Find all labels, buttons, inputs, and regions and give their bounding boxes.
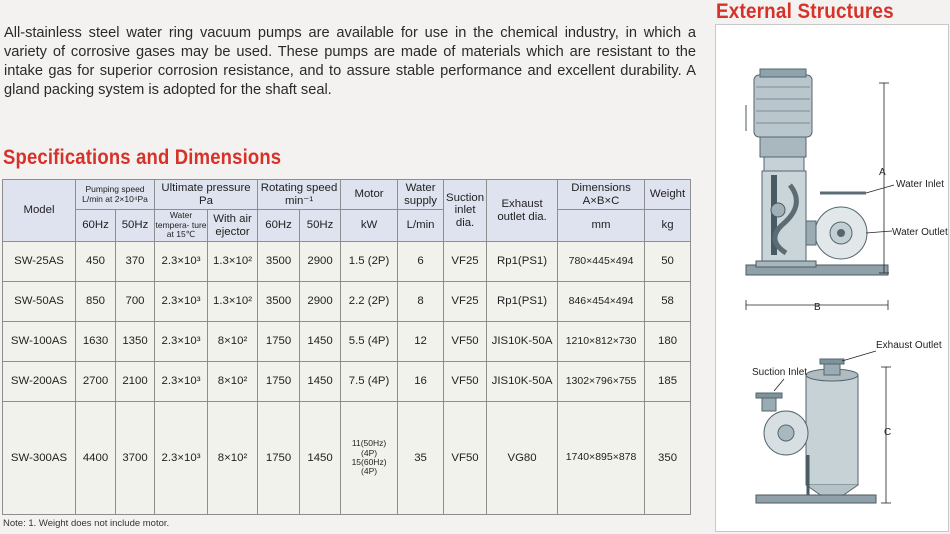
header-water-temp: Water tempera- ture at 15℃ <box>155 210 208 242</box>
cell-ult-water: 2.3×10³ <box>155 321 208 361</box>
external-structures-heading: External Structures <box>716 0 894 23</box>
cell-dims: 1302×796×755 <box>558 361 645 401</box>
header-water-supply: Water supply <box>398 180 444 210</box>
cell-dims: 1210×812×730 <box>558 321 645 361</box>
cell-exhaust: Rp1(PS1) <box>487 242 558 282</box>
cell-rot-60: 1750 <box>258 401 300 514</box>
header-weight: Weight <box>645 180 691 210</box>
cell-ult-air: 1.3×10² <box>208 281 258 321</box>
cell-model: SW-200AS <box>3 361 76 401</box>
cell-ult-air: 8×10² <box>208 361 258 401</box>
unit-kg: kg <box>645 210 691 242</box>
cell-ult-air: 8×10² <box>208 401 258 514</box>
cell-motor <box>341 401 398 514</box>
cell-motor: 1.5 (2P) <box>341 242 398 282</box>
header-motor: Motor <box>341 180 398 210</box>
cell-exhaust: Rp1(PS1) <box>487 281 558 321</box>
lower-pump-illustration <box>756 359 876 503</box>
cell-motor: 7.5 (4P) <box>341 361 398 401</box>
cell-pump-50: 1350 <box>116 321 155 361</box>
cell-suction: VF25 <box>444 242 487 282</box>
cell-rot-50: 2900 <box>300 281 341 321</box>
cell-ult-air: 8×10² <box>208 321 258 361</box>
cell-rot-50: 1450 <box>300 401 341 514</box>
cell-water: 16 <box>398 361 444 401</box>
cell-weight: 58 <box>645 281 691 321</box>
cell-rot-60: 3500 <box>258 242 300 282</box>
label-exhaust-outlet: Exhaust Outlet <box>876 340 942 351</box>
header-rot-50hz: 50Hz <box>300 210 341 242</box>
cell-water: 12 <box>398 321 444 361</box>
table-row <box>3 321 691 361</box>
cell-suction: VF50 <box>444 361 487 401</box>
cell-rot-60: 1750 <box>258 321 300 361</box>
table-note: Note: 1. Weight does not include motor. <box>3 518 170 529</box>
cell-pump-50: 700 <box>116 281 155 321</box>
unit-kw: kW <box>341 210 398 242</box>
header-pump-60hz: 60Hz <box>76 210 116 242</box>
cell-ult-air: 1.3×10² <box>208 242 258 282</box>
unit-mm: mm <box>558 210 645 242</box>
motor-line: (4P) <box>361 466 378 477</box>
label-water-inlet: Water Inlet <box>896 179 944 190</box>
spec-heading: Specifications and Dimensions <box>3 146 282 169</box>
cell-water: 35 <box>398 401 444 514</box>
cell-pump-60: 450 <box>76 242 116 282</box>
table-row <box>3 242 691 282</box>
cell-rot-50: 1450 <box>300 361 341 401</box>
label-c: C <box>884 427 892 438</box>
header-with-air-ejector: With air ejector <box>208 210 258 242</box>
cell-exhaust: VG80 <box>487 401 558 514</box>
cell-ult-water: 2.3×10³ <box>155 401 208 514</box>
cell-ult-water: 2.3×10³ <box>155 242 208 282</box>
cell-pump-50: 2100 <box>116 361 155 401</box>
cell-motor: 2.2 (2P) <box>341 281 398 321</box>
cell-exhaust: JIS10K-50A <box>487 361 558 401</box>
header-exhaust-outlet: Exhaust outlet dia. <box>487 180 558 242</box>
cell-rot-50: 2900 <box>300 242 341 282</box>
cell-water: 6 <box>398 242 444 282</box>
cell-pump-60: 850 <box>76 281 116 321</box>
cell-exhaust: JIS10K-50A <box>487 321 558 361</box>
upper-pump-illustration <box>746 69 888 275</box>
cell-model: SW-300AS <box>3 401 76 514</box>
table-row <box>3 281 691 321</box>
header-dimensions: Dimensions A×B×C <box>558 180 645 210</box>
cell-rot-60: 1750 <box>258 361 300 401</box>
cell-rot-50: 1450 <box>300 321 341 361</box>
cell-pump-50: 3700 <box>116 401 155 514</box>
cell-suction: VF25 <box>444 281 487 321</box>
cell-model: SW-50AS <box>3 281 76 321</box>
motor-line: 15(60Hz) <box>351 456 387 467</box>
cell-suction: VF50 <box>444 321 487 361</box>
cell-model: SW-25AS <box>3 242 76 282</box>
unit-lmin: L/min <box>398 210 444 242</box>
cell-motor: 5.5 (4P) <box>341 321 398 361</box>
label-a: A <box>879 167 886 178</box>
motor-line: (4P) <box>361 447 378 458</box>
cell-pump-50: 370 <box>116 242 155 282</box>
cell-pump-60: 2700 <box>76 361 116 401</box>
cell-model: SW-100AS <box>3 321 76 361</box>
table-row <box>3 401 691 514</box>
cell-weight: 50 <box>645 242 691 282</box>
header-rot-60hz: 60Hz <box>258 210 300 242</box>
intro-paragraph: All-stainless steel water ring vacuum pumps are available for use in the chemical industry, in which a variety of corrosive gases may be used. These pumps are made of materials which are resistant to the intake gas for superior corrosion resistance, and to assure stable performance and excellent durability. A gland packing system is adopted for the shaft seal. <box>4 25 696 98</box>
header-pumping-speed: Pumping speed L/min at 2×10⁴Pa <box>76 180 155 210</box>
cell-water: 8 <box>398 281 444 321</box>
spec-table <box>2 179 691 515</box>
header-rotating-speed: Rotating speed min⁻¹ <box>258 180 341 210</box>
header-suction-inlet: Suction inlet dia. <box>444 180 487 242</box>
label-suction-inlet: Suction Inlet <box>752 367 808 378</box>
pump-diagram <box>716 25 948 531</box>
cell-suction: VF50 <box>444 401 487 514</box>
cell-dims: 1740×895×878 <box>558 401 645 514</box>
cell-ult-water: 2.3×10³ <box>155 361 208 401</box>
cell-weight: 350 <box>645 401 691 514</box>
external-structures-panel <box>715 24 949 532</box>
header-pump-50hz: 50Hz <box>116 210 155 242</box>
header-model: Model <box>3 180 76 242</box>
cell-rot-60: 3500 <box>258 281 300 321</box>
cell-weight: 180 <box>645 321 691 361</box>
cell-weight: 185 <box>645 361 691 401</box>
table-row <box>3 361 691 401</box>
cell-ult-water: 2.3×10³ <box>155 281 208 321</box>
cell-pump-60: 1630 <box>76 321 116 361</box>
cell-dims: 846×454×494 <box>558 281 645 321</box>
header-ultimate-pressure: Ultimate pressure Pa <box>155 180 258 210</box>
cell-dims: 780×445×494 <box>558 242 645 282</box>
label-b: B <box>814 302 821 313</box>
label-water-outlet: Water Outlet <box>892 227 948 238</box>
cell-pump-60: 4400 <box>76 401 116 514</box>
motor-line: 11(50Hz) <box>351 438 387 449</box>
